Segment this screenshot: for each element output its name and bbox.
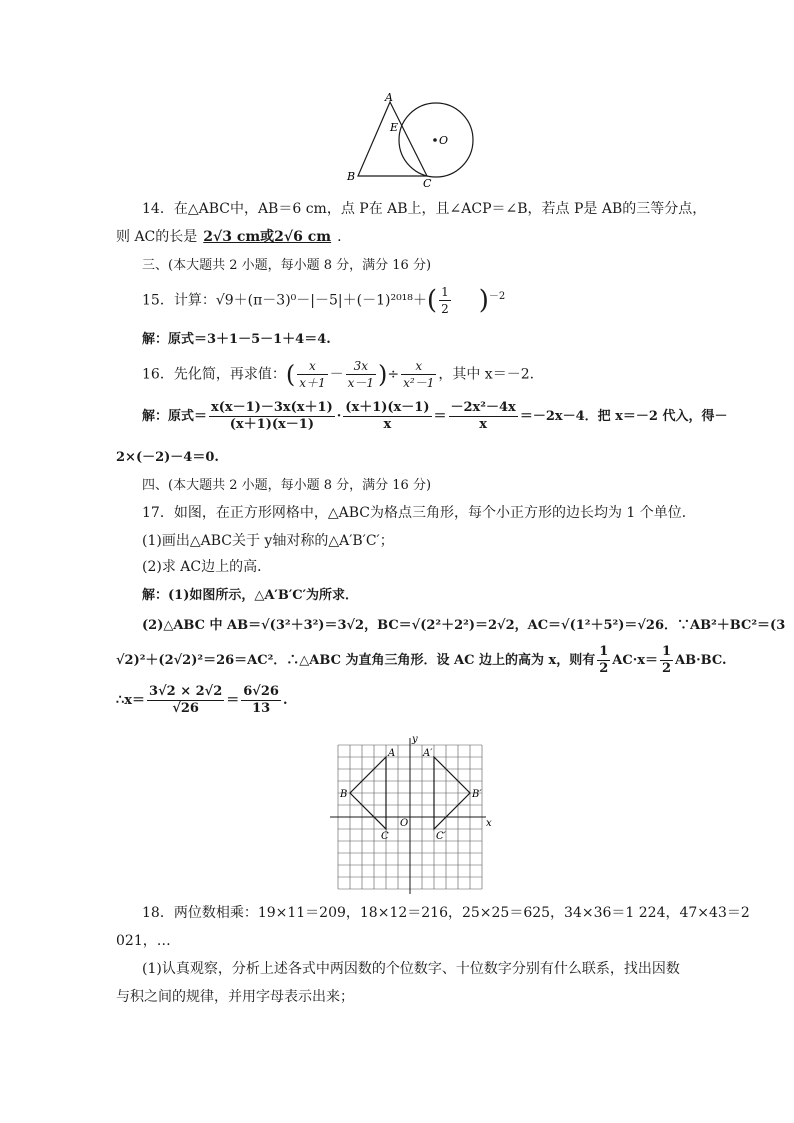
q14-line1: 14．在△ABC中，AB＝6 cm，点 P在 AB上，且∠ACP＝∠B，若点 P是 AB的三等分点， bbox=[142, 201, 707, 217]
grid-figure bbox=[326, 734, 496, 896]
label-e: E bbox=[390, 121, 399, 134]
label-b: B bbox=[340, 789, 348, 800]
section3-heading: 三、(本大题共 2 小题，每小题 8 分，满分 16 分) bbox=[142, 258, 432, 273]
q18-part1-line2: 与积之间的规律，并用字母表示出来； bbox=[116, 989, 354, 1005]
label-a: A bbox=[385, 91, 393, 104]
q17-sol1: 解：(1)如图所示，△A′B′C′为所求． bbox=[142, 588, 359, 603]
section4-heading: 四、(本大题共 2 小题，每小题 8 分，满分 16 分) bbox=[142, 478, 432, 493]
q14-line2 bbox=[116, 226, 342, 246]
label-b: B bbox=[347, 170, 356, 183]
label-b-prime: B′ bbox=[472, 789, 482, 800]
q18-line2: 021，… bbox=[116, 933, 171, 949]
q15-frac: $\frac{1}{2}$ bbox=[441, 285, 449, 316]
q17-sol2-line1: (2)△ABC 中 AB＝√(3²＋3²)＝3√2，BC＝√(2²＋2²)＝2√2，AC＝√(1²＋5²)＝√26．∵AB²＋BC²＝(3 bbox=[142, 618, 786, 633]
q14-answer: 2√3 cm或2√6 cm bbox=[203, 229, 332, 245]
label-y: y bbox=[412, 734, 418, 745]
q16-line: 16．先化简，再求值：( $\frac{x}{x+1}$ － $\frac{3x}{x-1}$ )÷ $\frac{x}{\text{x²－1}}$ ，其中 x＝－2. bbox=[142, 359, 535, 390]
q17-part1: (1)画出△ABC关于 y轴对称的△A′B′C′； bbox=[142, 533, 394, 549]
label-c: C bbox=[381, 831, 389, 842]
label-o: O bbox=[400, 818, 409, 829]
center-dot bbox=[433, 138, 437, 142]
label-x: x bbox=[486, 818, 492, 829]
q15-solution: 解：原式＝3＋1－5－1＋4＝4. bbox=[142, 332, 331, 347]
label-a-prime: A′ bbox=[423, 748, 433, 759]
q14-suffix: . bbox=[337, 229, 342, 245]
q15-exp: －2 bbox=[488, 290, 506, 302]
q16-solution-line1: 解：原式＝ $\frac{x(x-1)-3x(x+1)}{(x+1)(x-1)}$ · $\frac{(x+1)(x-1)}{x}$ ＝ $\frac{\text{－2x²－4x}}{x}$ ＝－2x－4．把 x＝－2 代入，得－ bbox=[142, 400, 728, 432]
q17-sol2-line3: ∴x＝ $\frac{3√2 \times 2√2}{√26}$ ＝ $\frac{6√26}{13}$ . bbox=[116, 684, 288, 716]
q18-line1: 18．两位数相乘：19×11＝209，18×12＝216，25×25＝625，34×36＝1 224，47×43＝2 bbox=[142, 905, 750, 921]
label-a: A bbox=[388, 748, 396, 759]
label-c-prime: C′ bbox=[436, 831, 446, 842]
q16-solution-line2: 2×(－2)－4＝0. bbox=[116, 450, 219, 465]
q15-text: 15．计算：√9＋(π－3)⁰－|－5|＋(－1)²⁰¹⁸＋ bbox=[142, 292, 427, 309]
q17-part2: (2)求 AC边上的高． bbox=[142, 559, 272, 575]
triangle-abc bbox=[358, 102, 427, 176]
q15-line: 15．计算：√9＋(π－3)⁰－|－5|＋(－1)²⁰¹⁸＋( $\frac{1}{2}$ )$^{-2}$ bbox=[142, 285, 506, 316]
q17-line1: 17．如图，在正方形网格中，△ABC为格点三角形，每个小正方形的边长均为 1 个单位． bbox=[142, 505, 696, 521]
q17-sol2-line2: √2)²＋(2√2)²＝26＝AC²．∴△ABC 为直角三角形．设 AC 边上的高为 x，则有 $\frac{1}{2}$ AC·x＝ $\frac{1}{2}$ AB·BC. bbox=[116, 644, 727, 676]
q18-part1-line1: (1)认真观察，分析上述各式中两因数的个位数字、十位数字分别有什么联系，找出因数 bbox=[142, 961, 680, 977]
label-c: C bbox=[423, 177, 432, 188]
label-o: O bbox=[439, 134, 449, 147]
circle-triangle-figure bbox=[330, 88, 480, 188]
q14-prefix: 则 AC的长是 bbox=[116, 229, 198, 245]
